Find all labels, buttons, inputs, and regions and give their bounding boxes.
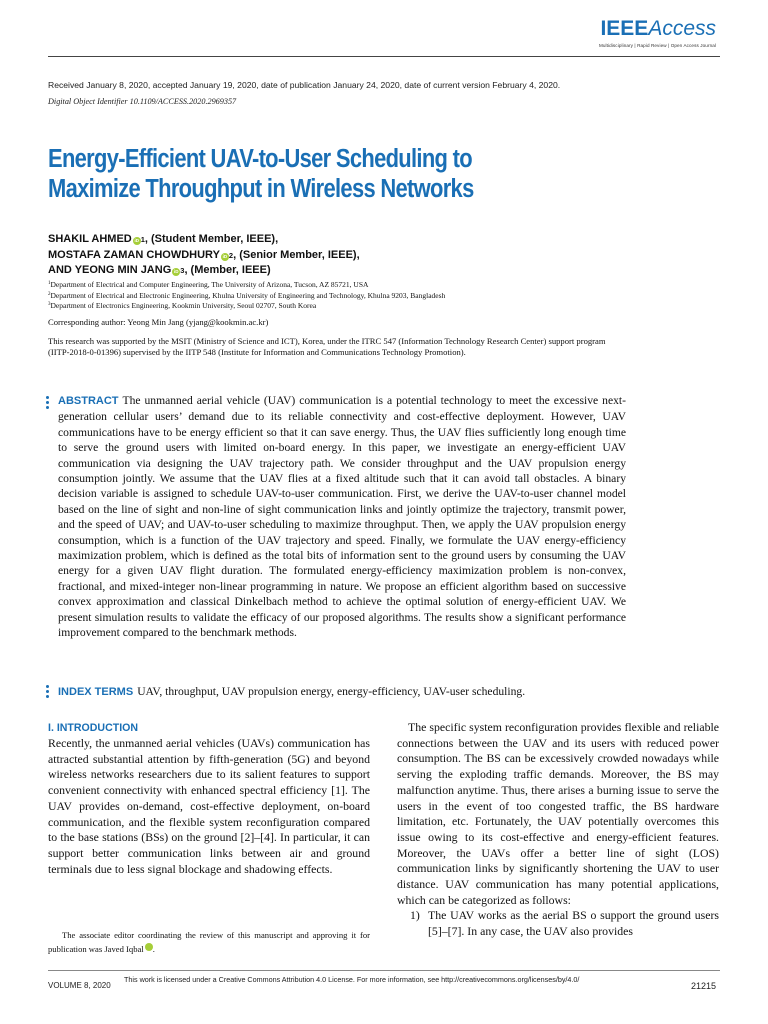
header-rule	[48, 56, 720, 57]
author-sup: 1	[140, 235, 145, 244]
abstract-marker-icon	[46, 396, 50, 411]
affiliations	[48, 279, 445, 311]
affiliation-1	[48, 279, 445, 290]
footnote-text: The associate editor coordinating the review of this manuscript and approving it for publication was Javed Iqbal	[48, 930, 370, 954]
author-name: MOSTAFA ZAMAN CHOWDHURY	[48, 248, 220, 261]
right-column	[397, 720, 719, 940]
index-terms-text: UAV, throughput, UAV propulsion energy, energy-efficiency, UAV-user scheduling.	[137, 685, 526, 698]
journal-logo	[599, 18, 716, 48]
orcid-icon[interactable]: iD	[134, 238, 139, 243]
index-terms	[58, 684, 638, 700]
abstract-text: The unmanned aerial vehicle (UAV) communication is a potential technology to meet the excessive next-generation cellular users’ demand due to its reliable connectivity and cost-effective deployment. However, UAV communications have to be energy efficient so that it can save energy. Thus, the UAV flies sufficiently long enough time to serve the ground users with limited on-board energy. In this paper, we investigate an energy-efficient UAV communication via designing the UAV trajectory path. We consider throughput and the UAV propulsion energy consumption jointly. We assume that the UAV flies at a fixed altitude such that it can avoid tall obstacles. A binary decision variable is assigned to schedule UAV-to-user communication. First, we derive the UAV-to-user channel model based on the line of sight and non-line of sight communication links and jointly optimize the trajectory, transmit power, and the speed of UAV; and UAV-to-user scheduling to maximize throughput. Then, we apply the UAV propulsion energy consumption, which is a function of the UAV trajectory and speed. Finally, we formulate the UAV energy-efficiency maximization problem, which is defined as the total bits of information sent to the ground users by consuming the UAV energy for a given UAV flight duration. The formulated energy-efficiency maximization problem is non-convex, fractional, and mixed-integer non-linear programming in nature. We propose an efficient algorithm based on successive convex approximation and classical Dinkelbach method to achieve the optimal solution of energy-efficient UAV. We present simulation results to validate the efficacy of our proposed algorithms. The results show a significant performance improvement compared to the benchmark methods.	[58, 394, 626, 640]
received-dates: Received January 8, 2020, accepted January 19, 2020, date of publication January 24, 2020, date of current version February 4, 2020.	[48, 80, 561, 90]
affiliation-sup: 1	[48, 281, 51, 286]
funding-note: This research was supported by the MSIT (Ministry of Science and ICT), Korea, under the ITRC 547 (Information Technology Research Center) support program (IITP-2018-0-01396) supervised by the IITP 548 (Institute for Information and Communications Technology Promotion).	[48, 336, 606, 358]
list-item	[410, 908, 719, 939]
author-3	[48, 263, 360, 279]
index-terms-marker-icon	[46, 685, 50, 700]
paper-title	[48, 144, 581, 204]
affiliation-sup: 3	[48, 302, 51, 308]
abstract	[58, 393, 626, 641]
logo-access: Access	[648, 17, 716, 40]
abstract-heading: ABSTRACT	[58, 395, 119, 407]
intro-paragraph-2: The specific system reconfiguration provides flexible and reliable connections between the UAV and its users with reduced power consumption. The BS can be excessively crowded nowadays while serving the exploding traffic demands. Moreover, the BS may malfunction anytime. Thus, there arises a burning issue to serve the users in the event of too congested traffic, the BS hardware limitation, etc. Fortunately, the UAV potentially overcomes this issue owing to its cost-effective and energy-efficient features. Moreover, the UAVs offer a better line of sight (LOS) communication links by significantly shortening the UAV to user distance. UAV communication has many potential applications, which can be categorized as follows:	[397, 720, 719, 907]
list-number: 1)	[410, 908, 420, 923]
orcid-icon[interactable]: iD	[174, 269, 179, 274]
logo-text	[599, 18, 716, 40]
author-1	[48, 232, 360, 248]
license-note: This work is licensed under a Creative Commons Attribution 4.0 License. For more information, see http://creativecommons.org/licenses/by/4.0/	[124, 975, 580, 984]
author-2	[48, 248, 360, 264]
affiliation-sup: 2	[48, 291, 51, 297]
logo-ieee: IEEE	[600, 17, 649, 40]
author-list	[48, 232, 360, 279]
orcid-icon[interactable]: iD	[145, 943, 153, 951]
section-heading: I. INTRODUCTION	[48, 722, 139, 734]
affiliation-2	[48, 290, 445, 301]
author-sup: 2	[228, 250, 234, 260]
author-role: , (Senior Member, IEEE),	[233, 248, 360, 261]
author-role: , (Student Member, IEEE),	[144, 233, 279, 245]
affiliation-text: Department of Electronics Engineering, Kookmin University, Seoul 02707, South Korea	[50, 301, 317, 311]
editor-footnote: The associate editor coordinating the review of this manuscript and approving it for publication was Javed Iqbal iD.	[48, 930, 370, 954]
affiliation-text: Department of Electrical and Computer Engineering, The University of Arizona, Tucson, AZ 85721, USA	[50, 280, 369, 289]
logo-tagline: Multidisciplinary | Rapid Review | Open Access Journal	[598, 43, 716, 48]
author-name: AND YEONG MIN JANG	[48, 264, 172, 276]
affiliation-text: Department of Electrical and Electronic Engineering, Khulna University of Engineering and Technology, Khulna 9203, Bangladesh	[50, 290, 446, 300]
author-sup: 3	[180, 266, 185, 275]
list-text: The UAV works as the aerial BS o support the ground users [5]–[7]. In any case, the UAV also provides	[428, 908, 719, 939]
index-terms-heading: INDEX TERMS	[58, 686, 134, 698]
orcid-icon[interactable]: iD	[222, 253, 228, 259]
author-name: SHAKIL AHMED	[48, 233, 132, 245]
intro-paragraph-1: Recently, the unmanned aerial vehicles (UAVs) communication has attracted substantial attention by fifth-generation (5G) and beyond wireless networks researchers due to its salient features to support convenient connectivity with enhanced spectral efficiency [1]. The UAV provides on-demand, cost-effective deployment, on-board communication, and the flexible system reconfiguration compared to the base stations (BSs) on the ground [2]–[4]. In particular, it can support better communication links between air and ground terminals due to less signal blockage and shadowing effects.	[48, 736, 370, 876]
author-role: , (Member, IEEE)	[184, 264, 271, 276]
doi: Digital Object Identifier 10.1109/ACCESS.2020.2969357	[48, 97, 237, 106]
footer-rule	[48, 970, 720, 971]
title-line-1: Energy-Efficient UAV-to-User Scheduling to	[48, 145, 472, 173]
volume-label: VOLUME 8, 2020	[48, 981, 111, 990]
title-line-2: Maximize Throughput in Wireless Networks	[48, 175, 474, 203]
corresponding-author: Corresponding author: Yeong Min Jang (yjang@kookmin.ac.kr)	[48, 317, 269, 327]
left-column	[48, 720, 370, 877]
page-number: 21215	[690, 981, 716, 991]
affiliation-3	[48, 300, 445, 311]
